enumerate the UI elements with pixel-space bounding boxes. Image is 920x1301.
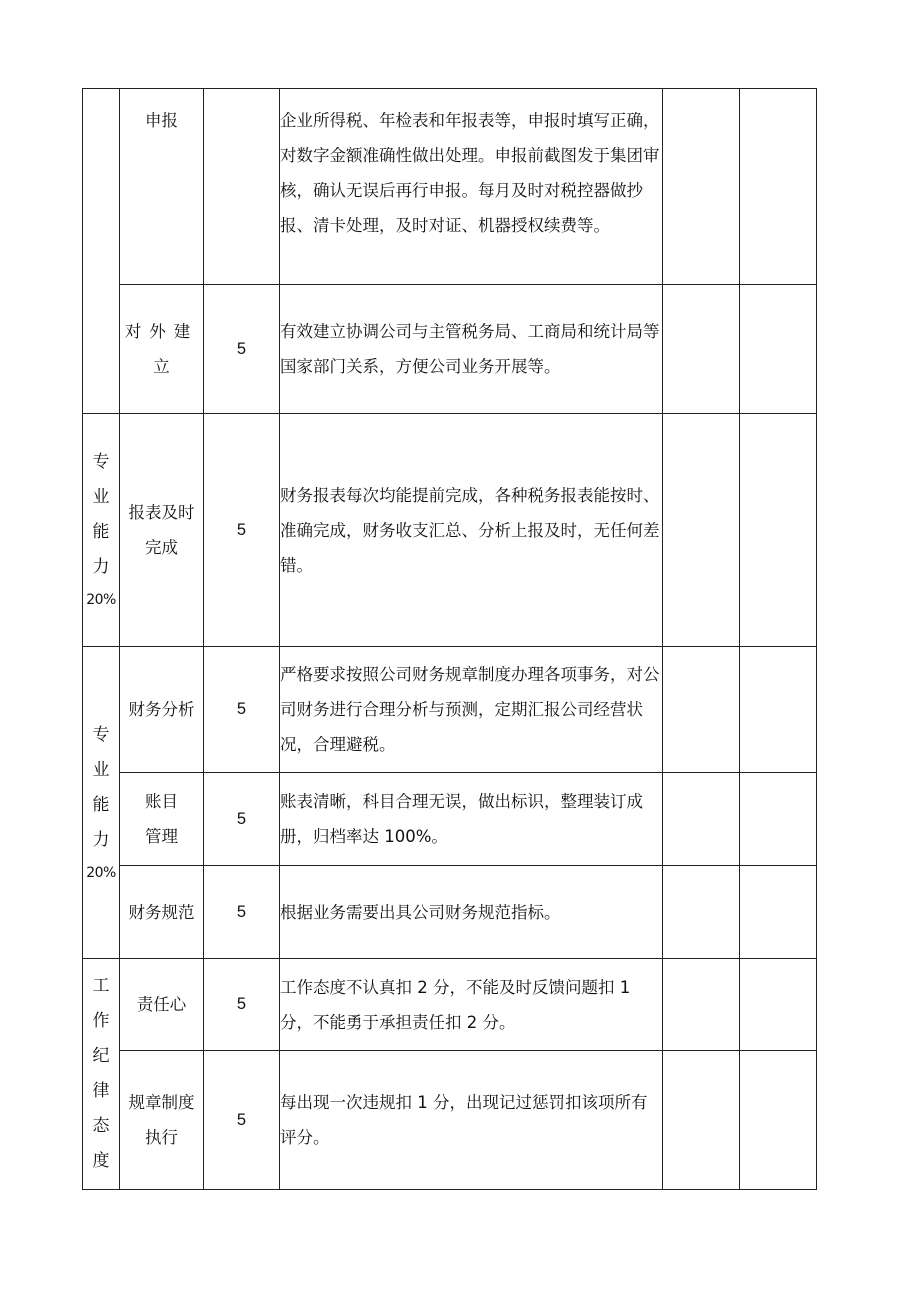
description-cell: 有效建立协调公司与主管税务局、工商局和统计局等国家部门关系，方便公司业务开展等。 <box>280 285 663 414</box>
score-cell: 5 <box>204 959 280 1051</box>
category-cell-professional: 专业能力 20% <box>83 647 120 959</box>
score-cell: 5 <box>204 773 280 866</box>
item-cell: 报表及时 完成 <box>120 414 204 647</box>
score-cell: 5 <box>204 866 280 959</box>
score-cell: 5 <box>204 414 280 647</box>
blank-cell <box>740 866 817 959</box>
score-cell: 5 <box>204 1051 280 1190</box>
category-cell-professional: 专业能力 20% <box>83 414 120 647</box>
blank-cell <box>663 285 740 414</box>
item-cell: 责任心 <box>120 959 204 1051</box>
score-cell: 5 <box>204 285 280 414</box>
blank-cell <box>740 89 817 285</box>
blank-cell <box>740 414 817 647</box>
table-row <box>83 773 817 866</box>
item-cell: 财务规范 <box>120 866 204 959</box>
table-row <box>83 89 817 285</box>
item-cell: 财务分析 <box>120 647 204 773</box>
description-cell: 账表清晰，科目合理无误，做出标识，整理装订成册，归档率达 100%。 <box>280 773 663 866</box>
item-cell: 规章制度 执行 <box>120 1051 204 1190</box>
blank-cell <box>740 773 817 866</box>
table-row <box>83 647 817 773</box>
blank-cell <box>663 414 740 647</box>
blank-cell <box>663 647 740 773</box>
table-row <box>83 1051 817 1190</box>
blank-cell <box>740 1051 817 1190</box>
score-cell: 5 <box>204 647 280 773</box>
description-cell: 财务报表每次均能提前完成，各种税务报表能按时、准确完成，财务收支汇总、分析上报及时，无任何差错。 <box>280 414 663 647</box>
description-cell: 企业所得税、年检表和年报表等，申报时填写正确，对数字金额准确性做出处理。申报前截图发于集团审核，确认无误后再行申报。每月及时对税控器做抄报、清卡处理，及时对证、机器授权续费等。 <box>280 89 663 285</box>
blank-cell <box>663 959 740 1051</box>
category-cell-empty <box>83 89 120 414</box>
blank-cell <box>740 285 817 414</box>
blank-cell <box>663 866 740 959</box>
table-row <box>83 414 817 647</box>
evaluation-table <box>82 88 817 1190</box>
table-row <box>83 959 817 1051</box>
item-cell: 对外建 立 <box>120 285 204 414</box>
description-cell: 严格要求按照公司财务规章制度办理各项事务，对公司财务进行合理分析与预测，定期汇报公司经营状况，合理避税。 <box>280 647 663 773</box>
item-cell: 账目 管理 <box>120 773 204 866</box>
blank-cell <box>663 1051 740 1190</box>
blank-cell <box>663 89 740 285</box>
blank-cell <box>740 959 817 1051</box>
description-cell: 每出现一次违规扣 1 分，出现记过惩罚扣该项所有评分。 <box>280 1051 663 1190</box>
score-cell <box>204 89 280 285</box>
table-row <box>83 866 817 959</box>
description-cell: 根据业务需要出具公司财务规范指标。 <box>280 866 663 959</box>
table-row <box>83 285 817 414</box>
blank-cell <box>663 773 740 866</box>
item-cell: 申报 <box>120 89 204 285</box>
description-cell: 工作态度不认真扣 2 分，不能及时反馈问题扣 1 分，不能勇于承担责任扣 2 分。 <box>280 959 663 1051</box>
category-cell-work-discipline: 工作纪律态度 <box>83 959 120 1190</box>
blank-cell <box>740 647 817 773</box>
